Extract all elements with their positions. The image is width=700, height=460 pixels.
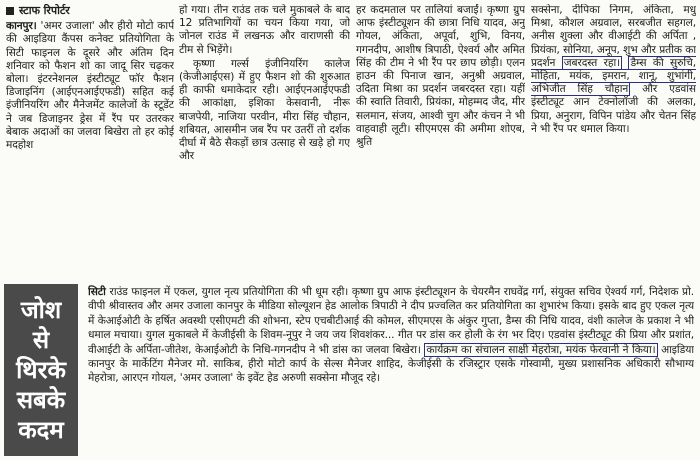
section-lead: सिटी [88, 286, 106, 298]
column-3-paragraph: हर कदमताल पर तालियां बजाईं। कृष्णा ग्रुप आफ इंस्टीट्यूशन की छात्रा निधि यादव, अनु गोयल, अंकिता, अपूर्वा, शुभि, विनय, गगनदीप, आशीष त्रिपाठी, ऐश्वर्य और अमित सिंह की टीम ने भी रैंप पर छाप छोड़ी। एलन हाउन की पिनाज खान, अनुश्री अग्रवाल, उदिता मिश्रा का प्रदर्शन जबरदस्त रहा। यहीं की स्वाति तिवारी, प्रियंका, मोहम्मद जैद, मीर सलमान, संजय, आश्वी चुग और कंचन ने भी वाहवाही लूटी। सीएमएस की अमीमा शोएब, श्रुति [356, 4, 525, 149]
headline-line-1: जोश [20, 296, 62, 324]
column-2-paragraph-1: हो गया। तीन राउंड तक चले मुकाबले के बाद 12 प्रतिभागियों का चयन किया गया, जो जोनल राउंड में लखनऊ और वाराणसी की टीम से भिड़ेंगे। [179, 4, 350, 56]
highlight-box-1: जबरदस्त रहा। [563, 56, 621, 69]
section-text-1: राउंड फाइनल में एकल, युगल नृत्य प्रतियोगिता की भी धूम रही। कृष्णा ग्रुप आफ इंस्टीट्यूशन के चेयरमैन राघवेंद्र गर्ग, संयुक्त सचिव ऐश्वर्य गर्ग, निदेशक प्रो. वीपी श्रीवास्तव और अमर उजाला कानपुर के मीडिया सोल्यूशन हेड आलोक त्रिपाठी ने दीप प्रज्वलित कर प्रतियोगिता का शुभारंभ किया। इसके बाद हुए एकल नृत्य में केआईओटी के हर्षित अवस्थी एसीएमटी की शोभना, स्टेप एचबीटीआई की कोमल, सीएमएस के अंकुर गुप्ता, डैम्स की निधि यादव, वंशी कालेज के प्रकाश ने भी धमाल मचाया। युगल मुकाबले में केजीईसी के शिवम-नूपुर ने जय जय शिवशंकर... गीत पर डांस कर होली के रंग भर दिए। एडवांस इंस्टीट्यूट की प्रिया और प्रशांत, वीआईटी के अर्पिता-जीतेश, केआईओटी के निधि-गगनदीप ने भी डांस का जलवा बिखेरा। [88, 286, 694, 356]
column-3 [356, 4, 525, 279]
column-4-text-c: और एडवांस इंस्टीट्यूट आन टेक्नोलॉजी की अलका, प्रिया, अनुराग, विपिन पांडेय और चेतन सिंह ने भी रैंप पर धमाल किया। [531, 83, 696, 135]
headline-line-4: सबके [16, 386, 66, 414]
highlight-box-2: डैम्स की सुरुचि, मोहिता, मयंक, इमरान, शानू, शुभांगी, अभिजीत सिंह चौहान [531, 56, 696, 96]
section-text-2: आइडिया कानपुर के मार्केटिंग मैनेजर मो. साकिब, हीरो मोटो कार्प के सेल्स मैनेजर शाहिद, केजीईसी के रजिस्ट्रार एसके गोस्वामी, मुख्य प्रशासनिक अधिकारी सौभाग्य मेहरोत्रा, आरएन गोयल, 'अमर उजाला' के इवेंट हेड अरुणी सक्सेना मौजूद रहे। [88, 343, 694, 385]
column-1-paragraph [6, 20, 174, 152]
section-headline [4, 284, 78, 456]
column-1-text: 'अमर उजाला' और हीरो मोटो कार्प की आइडिया कैंपस कनेक्ट प्रतियोगिता के सिटी फाइनल के दूसरे और अंतिम दिन शनिवार को फैशन शो का जादू सिर चढ़कर बोला। इंटरनेशनल इंस्टीट्यूट फॉर फैशन डिजाइनिंग (आईएनआईएफडी) सहित कई इंजीनियरिंग और मैनेजमेंट कालेजों के स्टूडेंट ने जब डिजाइनर ड्रेस में रैंप पर उतरकर बेबाक अदाओं का जलवा बिखेरा तो हर कोई मदहोश [6, 20, 174, 152]
headline-line-2: से [32, 326, 50, 354]
column-4 [531, 4, 696, 279]
headline-line-3: थिरके [16, 356, 66, 384]
dance-section [0, 282, 700, 460]
column-4-paragraph [531, 4, 696, 136]
dateline: कानपुर। [6, 20, 37, 33]
byline-text: स्टाफ रिपोर्टर [19, 4, 70, 17]
column-4-text-a: सक्सेना, दीपिका निगम, अंकिता, मधु मिश्रा, कौशल अग्रवाल, सरबजीत सहगल, अनीस शुक्ला और वीआईटी की अर्पिता , प्रियंका, सोनिया, अनूप, शुभ और प्रतीक का प्रदर्शन [531, 4, 696, 69]
column-2 [179, 4, 350, 279]
dance-section-text [88, 285, 694, 457]
highlight-box-3: कार्यक्रम का संचालन साक्षी मेहरोत्रा, मयंक फेरवानी ने किया। [426, 343, 656, 356]
column-2-paragraph-2: कृष्णा गर्ल्स इंजीनियरिंग कालेज (केजीआईएस) में हुए फैशन शो की शुरुआत ही काफी धमाकेदार रही। आईएनआईएफडी की आकांक्षा, इशिका केसवानी, नीरू बाजपेयी, नाजिया परवीन, मीरा सिंह चौहान, शबियत, आसमीन जब रैंप पर उतरीं तो दर्शक दीर्घा में बैठे सैकड़ों छात्र उत्साह से खड़े हो गए और [179, 57, 350, 163]
square-bullet-icon [6, 7, 14, 15]
column-1 [6, 4, 174, 279]
byline [6, 4, 174, 17]
headline-line-5: कदम [18, 416, 64, 444]
